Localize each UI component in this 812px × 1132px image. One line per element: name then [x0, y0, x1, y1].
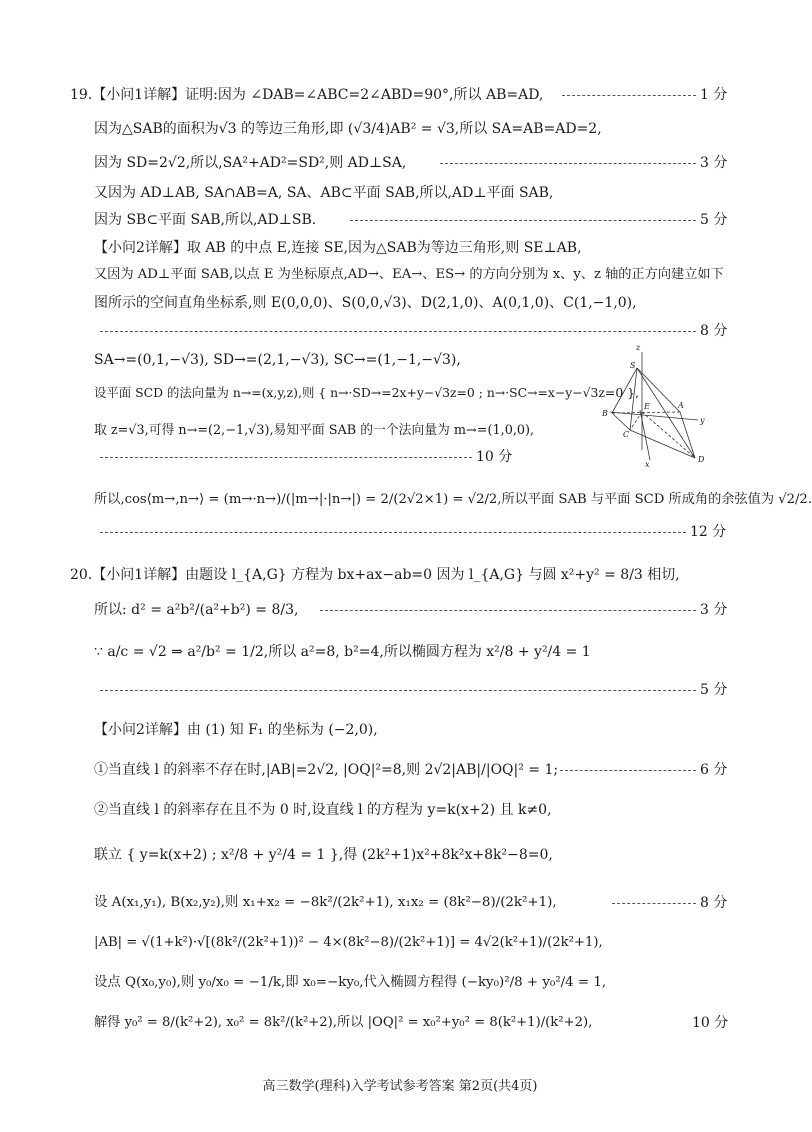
label-x: x [645, 460, 650, 469]
label-e: E [644, 402, 650, 411]
q19-line-9: SA→=(0,1,−√3), SD→=(2,1,−√3), SC→=(1,−1,−√3), [94, 352, 461, 368]
label-c: C [623, 430, 630, 439]
q20-line-4: 【小问2详解】由 (1) 知 F₁ 的坐标为 (−2,0), [94, 722, 378, 738]
label-y: y [700, 416, 705, 425]
label-b: B [602, 409, 608, 418]
q19-line-score12 [0, 517, 800, 547]
q20-line-10: 设点 Q(x₀,y₀),则 y₀/x₀ = −1/k,即 x₀=−ky₀,代入椭圆方程得 (−ky₀)²/8 + y₀²/4 = 1, [94, 975, 607, 990]
edge-cd [630, 430, 695, 458]
page-footer: 高三数学(理科)入学考试参考答案 第2页(共4页) [262, 1079, 538, 1094]
q20-line-3: ∵ a/c = √2 ⇒ a²/b² = 1/2,所以 a²=8, b²=4,所以椭圆方程为 x²/8 + y²/4 = 1 [94, 644, 591, 660]
q20-line-7: 联立 { y=k(x+2) ; x²/8 + y²/4 = 1 },得 (2k²+1)x²+8k²x+8k²−8=0, [94, 847, 553, 863]
q20-line-8: 设 A(x₁,y₁), B(x₂,y₂),则 x₁+x₂ = −8k²/(2k²+1), x₁x₂ = (8k²−8)/(2k²+1), 8 分 [0, 888, 800, 918]
q19-line-5: 因为 SB⊂平面 SAB,所以,AD⊥SB. 5 分 [0, 205, 800, 235]
score-10: 10 分 [476, 449, 513, 465]
q20-line-score5 [0, 675, 800, 705]
score-10b: 10 分 [692, 1015, 729, 1031]
label-s: S [630, 361, 636, 370]
label-z: z [636, 343, 641, 352]
q19-line-4: 又因为 AD⊥AB, SA∩AB=A, SA、AB⊂平面 SAB,所以,AD⊥平面 SAB, [94, 185, 554, 201]
q19-line-8: 图所示的空间直角坐标系,则 E(0,0,0)、S(0,0,√3)、D(2,1,0)、A(0,1,0)、C(1,−1,0), [94, 295, 637, 311]
edge-sb [612, 368, 637, 413]
q19-line-11: 取 z=√3,可得 n→=(2,−1,√3),易知平面 SAB 的一个法向量为 m→=(1,0,0), [94, 423, 535, 438]
score-1: 1 分 [700, 87, 728, 103]
q20-line-2: 所以: d² = a²b²/(a²+b²) = 8/3, 3 分 [0, 595, 800, 625]
q19-line-3: 因为 SD=2√2,所以,SA²+AD²=SD²,则 AD⊥SA, 3 分 [0, 148, 800, 178]
q19-line-12: 所以,cos⟨m→,n→⟩ = (m→·n→)/(|m→|·|n→|) = 2/(2√2×1) = √2/2,所以平面 SAB 与平面 SCD 所成角的余弦值为 √2/2. [94, 492, 812, 507]
score-6: 6 分 [700, 762, 728, 778]
q20-line-9: |AB| = √(1+k²)·√[(8k²/(2k²+1))² − 4×(8k²−8)/(2k²+1)] = 4√2(k²+1)/(2k²+1), [94, 935, 603, 950]
score-5b: 5 分 [700, 682, 728, 698]
edge-bc [612, 413, 630, 430]
q19-line-score10 [0, 442, 560, 472]
score-8b: 8 分 [700, 895, 728, 911]
q20-line-5: ①当直线 l 的斜率不存在时,|AB|=2√2, |OQ|²=8,则 2√2|AB|/|OQ|² = 1; 6 分 [0, 755, 800, 785]
q19-line-2: 因为△SAB的面积为√3 的等边三角形,即 (√3/4)AB² = √3,所以 SA=AB=AD=2, [94, 121, 602, 137]
q19-line-10: 设平面 SCD 的法向量为 n→=(x,y,z),则 { n→·SD→=2x+y−√3z=0 ; n→·SC→=x−y−√3z=0 }, [94, 385, 639, 400]
score-5: 5 分 [700, 212, 728, 228]
q20-line-6: ②当直线 l 的斜率存在且不为 0 时,设直线 l 的方程为 y=k(x+2) 且 k≠0, [94, 802, 552, 818]
q19-line-1: 19.【小问1详解】证明:因为 ∠DAB=∠ABC=2∠ABD=90°,所以 AB=AD, 1 分 [0, 80, 800, 110]
coordinate-figure [590, 340, 720, 470]
label-a: A [678, 401, 684, 410]
q20-line-11: 解得 y₀² = 8/(k²+2), x₀² = 8k²/(k²+2),所以 |OQ|² = x₀²+y₀² = 8(k²+1)/(k²+2), 10 分 [0, 1008, 800, 1038]
q19-line-7: 又因为 AD⊥平面 SAB,以点 E 为坐标原点,AD→、EA→、ES→ 的方向分别为 x、y、z 轴的正方向建立如下 [94, 267, 724, 282]
score-8: 8 分 [700, 323, 728, 339]
edge-sd [637, 368, 695, 458]
q20-line-1: 20.【小问1详解】由题设 l_{A,G} 方程为 bx+ax−ab=0 因为 l_{A,G} 与圆 x²+y² = 8/3 相切, [70, 567, 680, 583]
label-d: D [698, 455, 705, 464]
edge-ba [612, 412, 680, 413]
q19-line-6: 【小问2详解】取 AB 的中点 E,连接 SE,因为△SAB为等边三角形,则 SE⊥AB, [94, 240, 582, 256]
score-3b: 3 分 [700, 602, 728, 618]
score-12: 12 分 [690, 524, 727, 540]
score-3: 3 分 [700, 155, 728, 171]
